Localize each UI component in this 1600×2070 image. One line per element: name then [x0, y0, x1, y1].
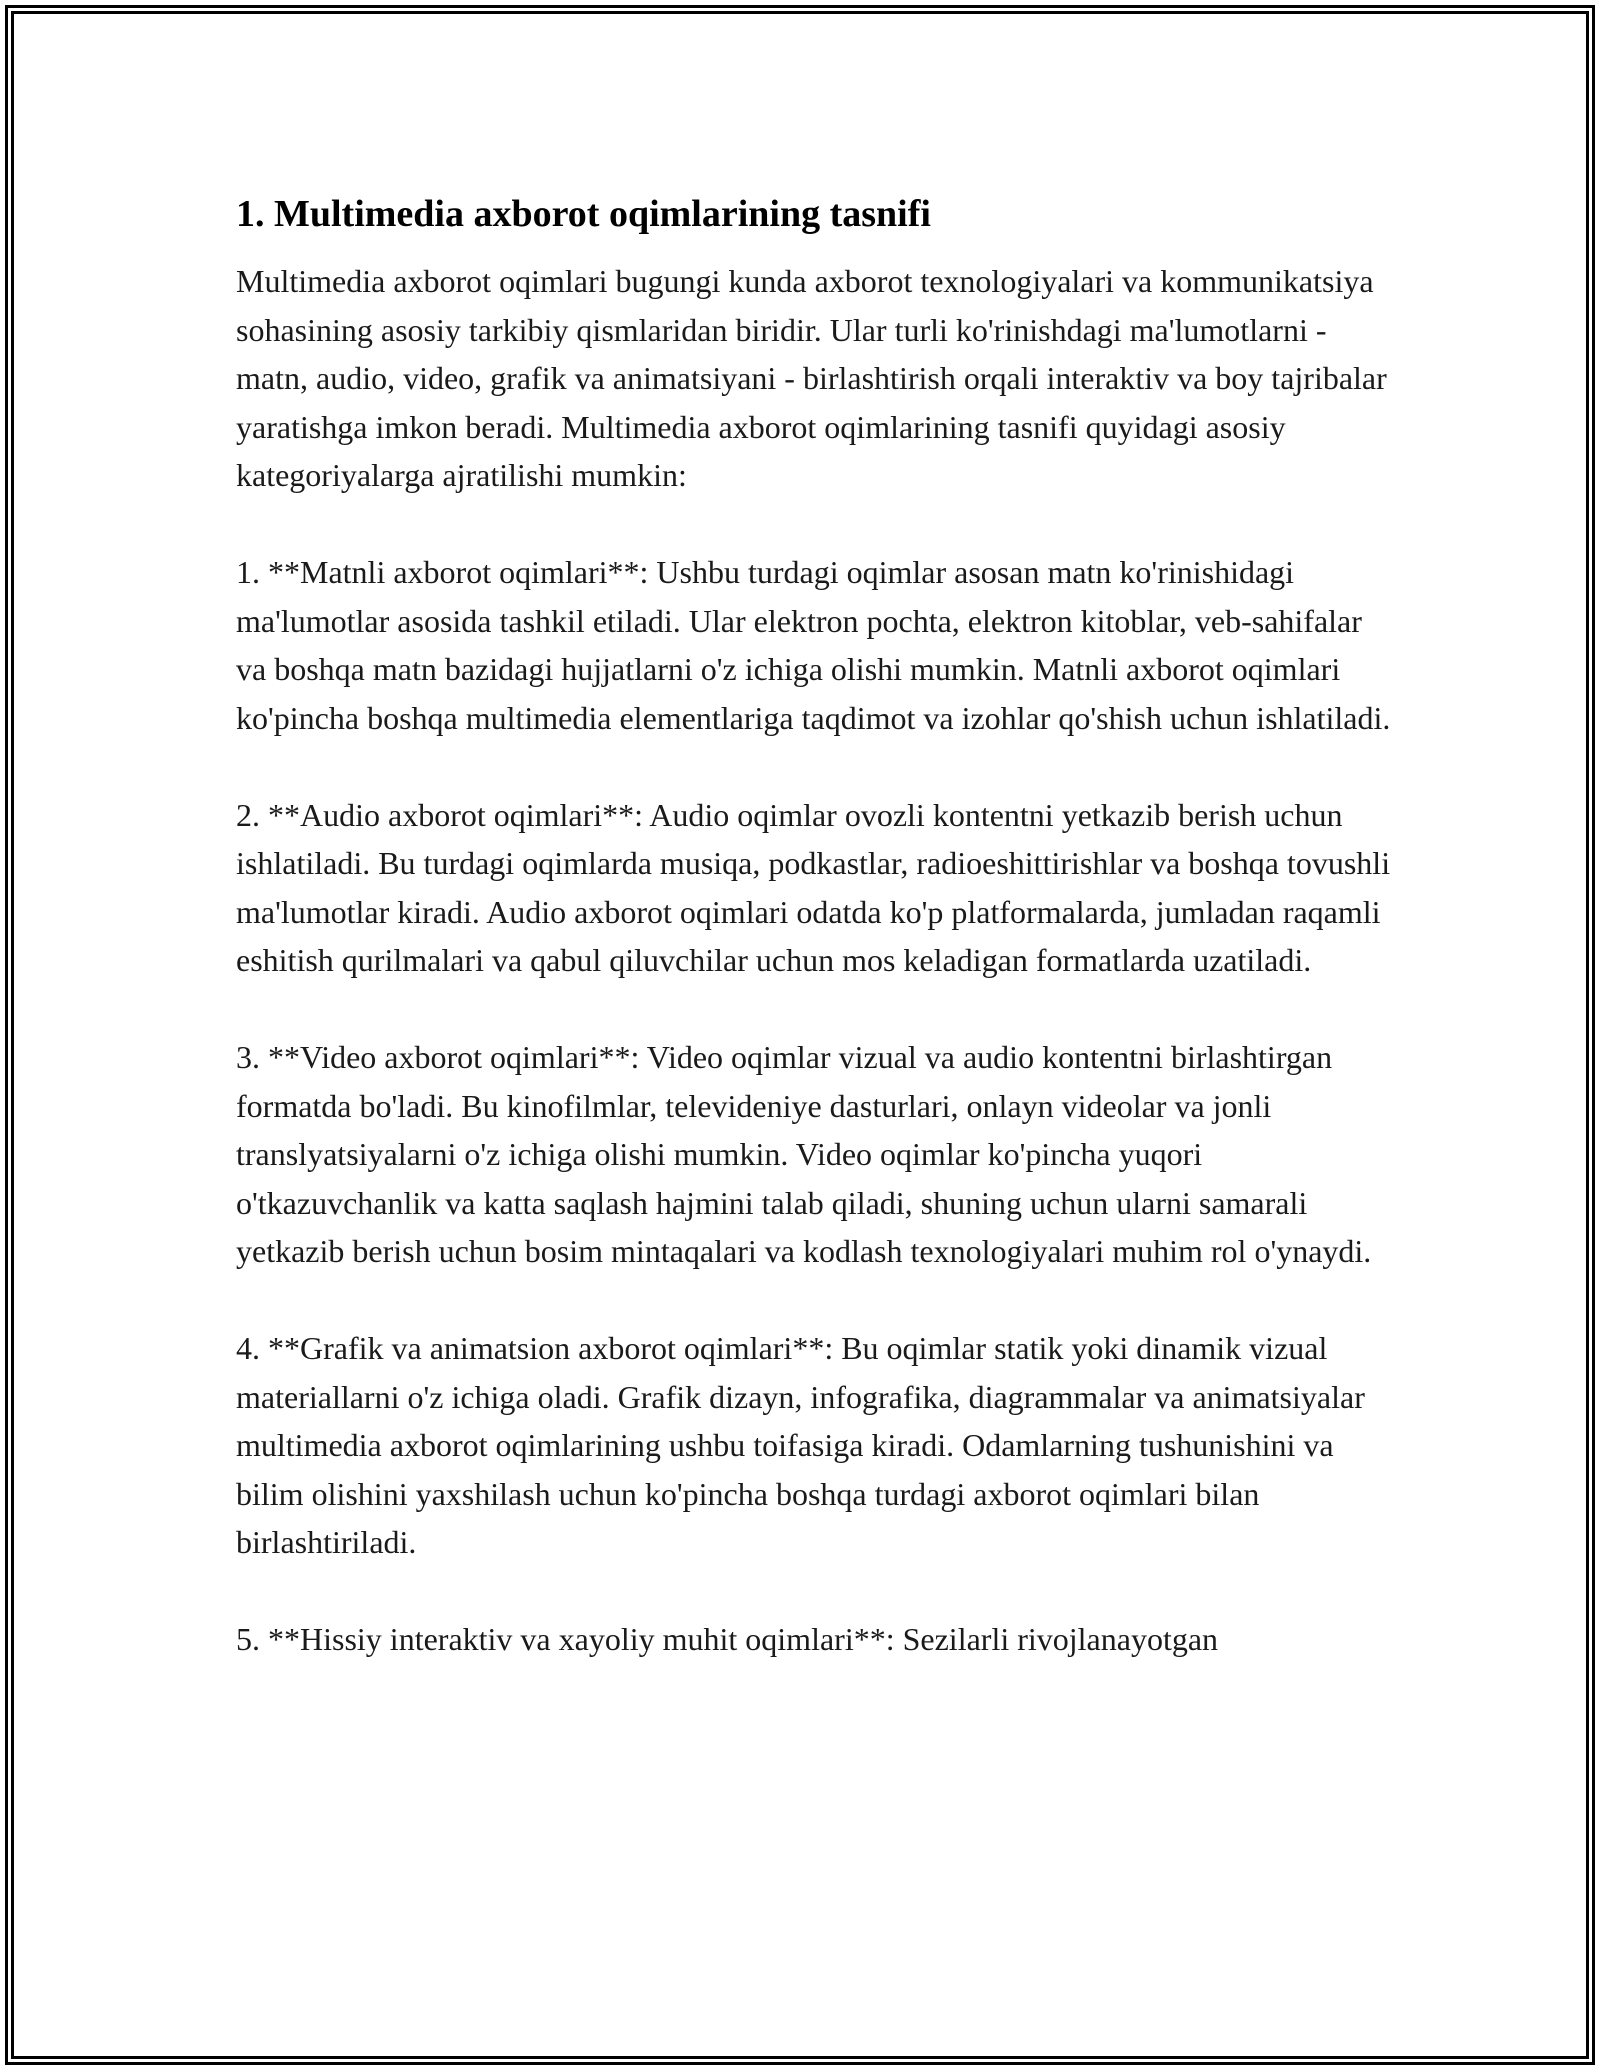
section-title: 1. Multimedia axborot oqimlarining tasnifi — [236, 193, 931, 235]
document-body — [236, 185, 1396, 1664]
list-item-graphic-streams: 4. **Grafik va animatsion axborot oqimlari**: Bu oqimlar statik yoki dinamik vizual materiallarni o'z ichiga oladi. Grafik dizayn, infografika, diagrammalar va animatsiyalar multimedia axborot oqimlarining ushbu toifasiga kiradi. Odamlarning tushunishini va bilim olishini yaxshilash uchun ko'pincha boshqa turdagi axborot oqimlari bilan birlashtiriladi. — [236, 1330, 1365, 1560]
list-item-interactive-streams: 5. **Hissiy interaktiv va xayoliy muhit oqimlari**: Sezilarli rivojlanayotgan — [236, 1621, 1219, 1657]
list-item-text-streams: 1. **Matnli axborot oqimlari**: Ushbu turdagi oqimlar asosan matn ko'rinishidagi ma'lumotlar asosida tashkil etiladi. Ular elektron pochta, elektron kitoblar, veb-sahifalar va boshqa matn bazidagi hujjatlarni o'z ichiga olishi mumkin. Matnli axborot oqimlari ko'pincha boshqa multimedia elementlariga taqdimot va izohlar qo'shish uchun ishlatiladi. — [236, 554, 1391, 736]
intro-paragraph: Multimedia axborot oqimlari bugungi kunda axborot texnologiyalari va kommunikatsiya sohasining asosiy tarkibiy qismlaridan biridir. Ular turli ko'rinishdagi ma'lumotlarni - matn, audio, video, grafik va animatsiyani - birlashtirish orqali interaktiv va boy tajribalar yaratishga imkon beradi. Multimedia axborot oqimlarining tasnifi quyidagi asosiy kategoriyalarga ajratilishi mumkin: — [236, 263, 1387, 493]
list-item-video-streams: 3. **Video axborot oqimlari**: Video oqimlar vizual va audio kontentni birlashtirgan formatda bo'ladi. Bu kinofilmlar, televideniye dasturlari, onlayn videolar va jonli translyatsiyalarni o'z ichiga olishi mumkin. Video oqimlar ko'pincha yuqori o'tkazuvchanlik va katta saqlash hajmini talab qiladi, shuning uchun ularni samarali yetkazib berish uchun bosim mintaqalari va kodlash texnologiyalari muhim rol o'ynaydi. — [236, 1039, 1372, 1269]
list-item-audio-streams: 2. **Audio axborot oqimlari**: Audio oqimlar ovozli kontentni yetkazib berish uchun ishlatiladi. Bu turdagi oqimlarda musiqa, podkastlar, radioeshittirishlar va boshqa tovushli ma'lumotlar kiradi. Audio axborot oqimlari odatda ko'p platformalarda, jumladan raqamli eshitish qurilmalari va qabul qiluvchilar uchun mos keladigan formatlarda uzatiladi. — [236, 796, 1391, 978]
